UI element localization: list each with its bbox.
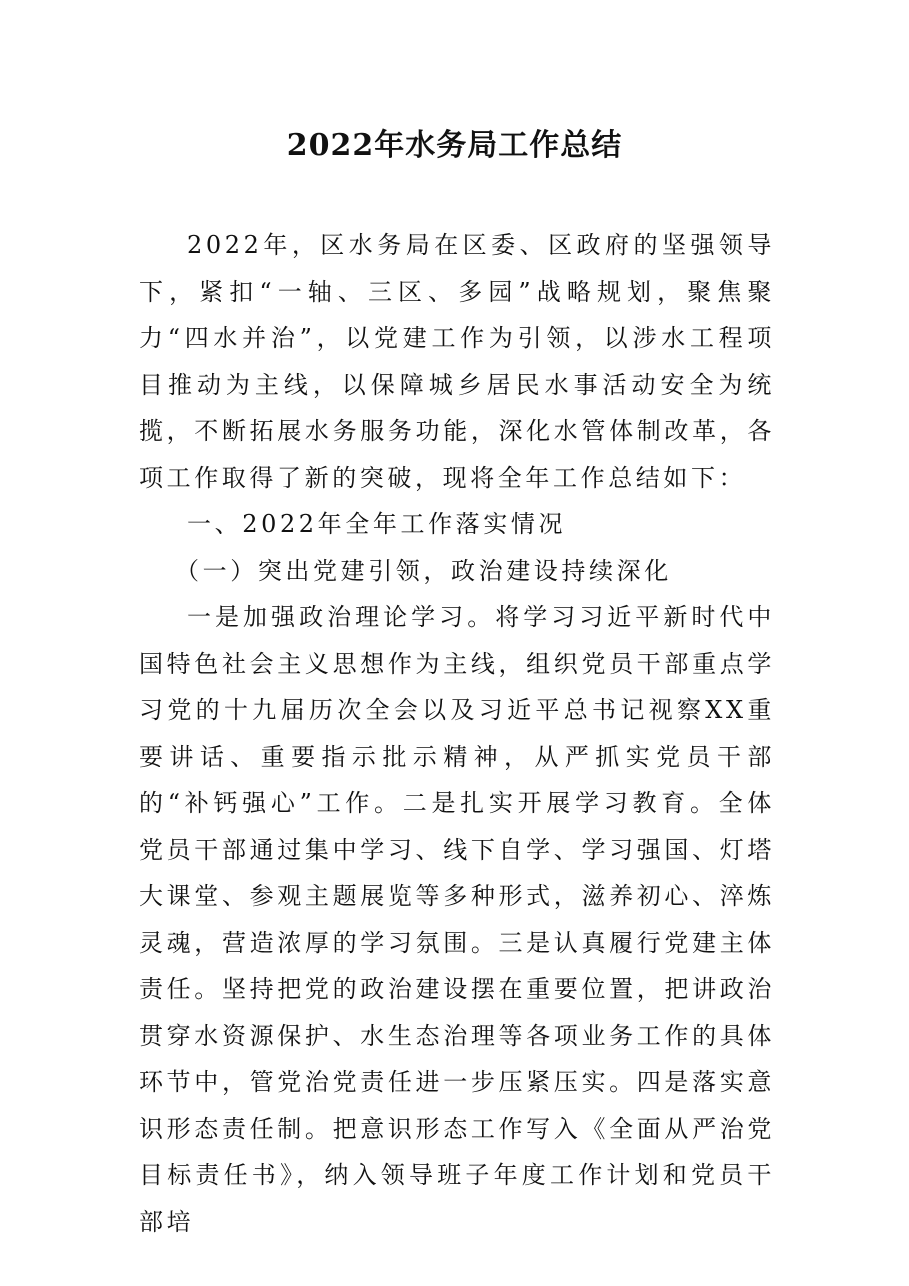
intro-paragraph: 2022年，区水务局在区委、区政府的坚强领导下，紧扣“一轴、三区、多园”战略规划，聚焦聚力“四水并治”，以党建工作为引领，以涉水工程项目推动为主线，以保障城乡居民水事活动安全为统揽，不断拓展水务服务功能，深化水管体制改革，各项工作取得了新的突破，现将全年工作总结如下： (139, 231, 775, 492)
document-title: 2022年水务局工作总结 (286, 128, 623, 163)
subsection-paragraph: 一是加强政治理论学习。将学习习近平新时代中国特色社会主义思想作为主线，组织党员干部重点学习党的十九届历次全会以及习近平总书记视察XX重要讲话、重要指示批示精神，从严抓实党员干部的“补钙强心”工作。二是扎实开展学习教育。全体党员干部通过集中学习、线下自学、学习强国、灯塔大课堂、参观主题展览等多种形式，滋养初心、淬炼灵魂，营造浓厚的学习氛围。三是认真履行党建主体责任。坚持把党的政治建设摆在重要位置，把讲政治贯穿水资源保护、水生态治理等各项业务工作的具体环节中，管党治党责任进一步压紧压实。四是落实意识形态责任制。把意识形态工作写入《全面从严治党目标责任书》，纳入领导班子年度工作计划和党员干部培 (139, 603, 775, 1236)
subsection-heading: （一）突出党建引领，政治建设持续深化 (175, 556, 672, 585)
section-heading: 一、2022年全年工作落实情况 (187, 510, 567, 538)
document-body (139, 222, 775, 1245)
